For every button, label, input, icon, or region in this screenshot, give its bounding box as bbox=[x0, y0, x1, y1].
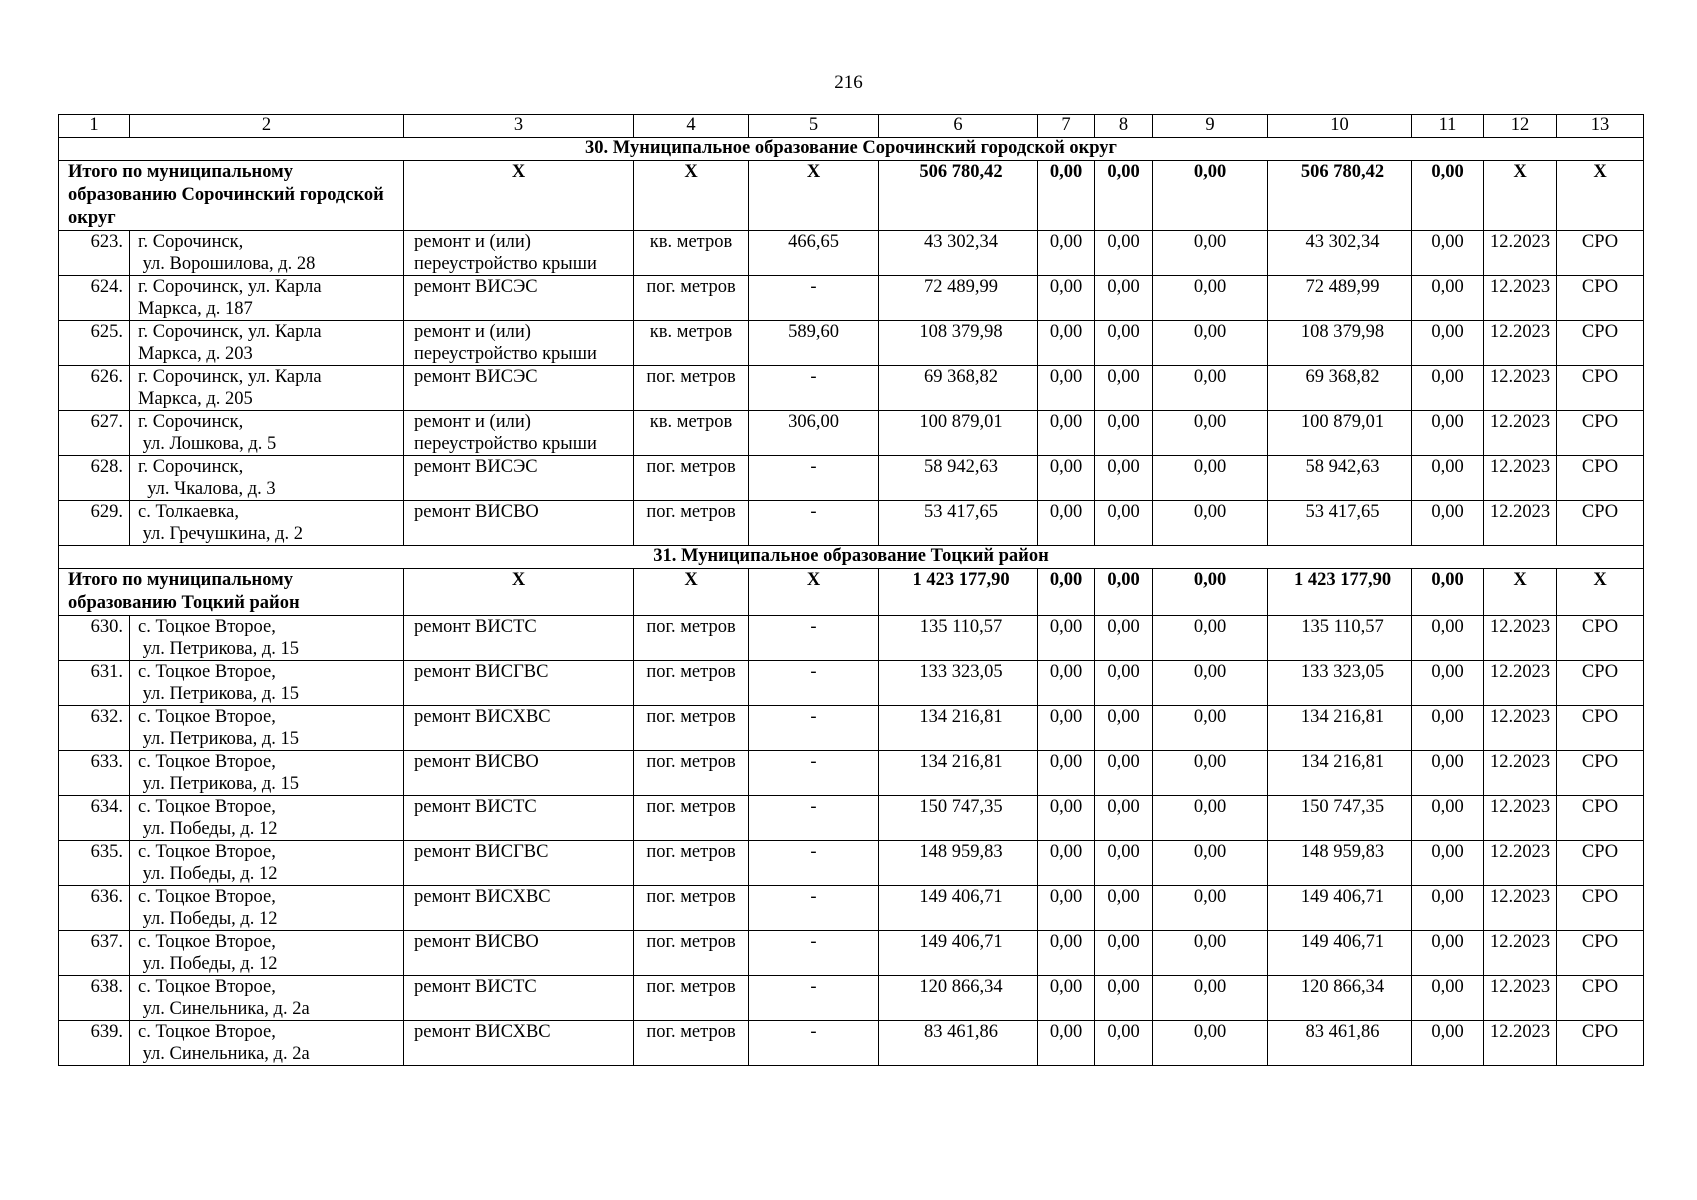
address: г. Сорочинск, ул. Лошкова, д. 5 bbox=[130, 411, 404, 456]
row-number: 635. bbox=[59, 841, 130, 886]
address: с. Тоцкое Второе, ул. Победы, д. 12 bbox=[130, 841, 404, 886]
total-c13: X bbox=[1557, 569, 1644, 616]
unit: кв. метров bbox=[634, 231, 749, 276]
quantity: - bbox=[749, 616, 879, 661]
row-number: 633. bbox=[59, 751, 130, 796]
quantity: 589,60 bbox=[749, 321, 879, 366]
table-row bbox=[59, 411, 1644, 456]
work-type: ремонт ВИСХВС bbox=[404, 706, 634, 751]
col-8-value: 0,00 bbox=[1095, 706, 1153, 751]
col-7-value: 0,00 bbox=[1038, 931, 1095, 976]
column-number-9: 9 bbox=[1153, 115, 1268, 138]
table-row bbox=[59, 1021, 1644, 1066]
quantity: - bbox=[749, 751, 879, 796]
table-row bbox=[59, 321, 1644, 366]
total-c13: X bbox=[1557, 161, 1644, 231]
total-c7: 0,00 bbox=[1038, 569, 1095, 616]
unit: пог. метров bbox=[634, 841, 749, 886]
quantity: - bbox=[749, 1021, 879, 1066]
col-11-value: 0,00 bbox=[1412, 796, 1484, 841]
row-number: 634. bbox=[59, 796, 130, 841]
total-cost: 72 489,99 bbox=[879, 276, 1038, 321]
col-7-value: 0,00 bbox=[1038, 751, 1095, 796]
column-number-11: 11 bbox=[1412, 115, 1484, 138]
col-9-value: 0,00 bbox=[1153, 1021, 1268, 1066]
table-row bbox=[59, 886, 1644, 931]
col-8-value: 0,00 bbox=[1095, 231, 1153, 276]
fund-cost: 134 216,81 bbox=[1268, 751, 1412, 796]
row-number: 627. bbox=[59, 411, 130, 456]
row-number: 638. bbox=[59, 976, 130, 1021]
responsible: СРО bbox=[1557, 616, 1644, 661]
column-number-8: 8 bbox=[1095, 115, 1153, 138]
address: с. Тоцкое Второе, ул. Синельника, д. 2а bbox=[130, 1021, 404, 1066]
column-number-row bbox=[59, 115, 1644, 138]
deadline: 12.2023 bbox=[1484, 1021, 1557, 1066]
address: с. Толкаевка, ул. Гречушкина, д. 2 bbox=[130, 501, 404, 546]
total-c6: 506 780,42 bbox=[879, 161, 1038, 231]
work-type: ремонт ВИСТС bbox=[404, 616, 634, 661]
section-title: 30. Муниципальное образование Сорочинский городской округ bbox=[59, 138, 1644, 161]
deadline: 12.2023 bbox=[1484, 886, 1557, 931]
col-9-value: 0,00 bbox=[1153, 501, 1268, 546]
col-7-value: 0,00 bbox=[1038, 231, 1095, 276]
responsible: СРО bbox=[1557, 1021, 1644, 1066]
responsible: СРО bbox=[1557, 931, 1644, 976]
total-c12: X bbox=[1484, 569, 1557, 616]
col-11-value: 0,00 bbox=[1412, 366, 1484, 411]
row-number: 626. bbox=[59, 366, 130, 411]
total-cost: 43 302,34 bbox=[879, 231, 1038, 276]
quantity: - bbox=[749, 706, 879, 751]
col-8-value: 0,00 bbox=[1095, 841, 1153, 886]
address: г. Сорочинск, ул. Чкалова, д. 3 bbox=[130, 456, 404, 501]
col-9-value: 0,00 bbox=[1153, 706, 1268, 751]
responsible: СРО bbox=[1557, 321, 1644, 366]
total-cost: 100 879,01 bbox=[879, 411, 1038, 456]
responsible: СРО bbox=[1557, 411, 1644, 456]
total-label: Итого по муниципальному образованию Тоцкий район bbox=[59, 569, 404, 616]
address: г. Сорочинск, ул. Карла Маркса, д. 205 bbox=[130, 366, 404, 411]
col-11-value: 0,00 bbox=[1412, 456, 1484, 501]
table-row bbox=[59, 706, 1644, 751]
col-8-value: 0,00 bbox=[1095, 796, 1153, 841]
total-c9: 0,00 bbox=[1153, 569, 1268, 616]
fund-cost: 69 368,82 bbox=[1268, 366, 1412, 411]
col-11-value: 0,00 bbox=[1412, 616, 1484, 661]
unit: пог. метров bbox=[634, 796, 749, 841]
section-total-row bbox=[59, 161, 1644, 231]
deadline: 12.2023 bbox=[1484, 796, 1557, 841]
total-cost: 134 216,81 bbox=[879, 706, 1038, 751]
col-8-value: 0,00 bbox=[1095, 366, 1153, 411]
address: г. Сорочинск, ул. Карла Маркса, д. 187 bbox=[130, 276, 404, 321]
col-11-value: 0,00 bbox=[1412, 1021, 1484, 1066]
col-11-value: 0,00 bbox=[1412, 976, 1484, 1021]
responsible: СРО bbox=[1557, 976, 1644, 1021]
quantity: - bbox=[749, 366, 879, 411]
table-row bbox=[59, 841, 1644, 886]
table-row bbox=[59, 366, 1644, 411]
col-8-value: 0,00 bbox=[1095, 456, 1153, 501]
col-8-value: 0,00 bbox=[1095, 976, 1153, 1021]
quantity: 306,00 bbox=[749, 411, 879, 456]
col-7-value: 0,00 bbox=[1038, 886, 1095, 931]
table-row bbox=[59, 231, 1644, 276]
responsible: СРО bbox=[1557, 456, 1644, 501]
quantity: - bbox=[749, 501, 879, 546]
col-8-value: 0,00 bbox=[1095, 751, 1153, 796]
address: с. Тоцкое Второе, ул. Победы, д. 12 bbox=[130, 931, 404, 976]
col-8-value: 0,00 bbox=[1095, 321, 1153, 366]
work-type: ремонт ВИСЭС bbox=[404, 456, 634, 501]
work-type: ремонт ВИСЭС bbox=[404, 366, 634, 411]
responsible: СРО bbox=[1557, 231, 1644, 276]
col-11-value: 0,00 bbox=[1412, 501, 1484, 546]
page-number: 216 bbox=[834, 72, 863, 93]
quantity: 466,65 bbox=[749, 231, 879, 276]
col-9-value: 0,00 bbox=[1153, 751, 1268, 796]
col-11-value: 0,00 bbox=[1412, 931, 1484, 976]
unit: пог. метров bbox=[634, 931, 749, 976]
col-7-value: 0,00 bbox=[1038, 1021, 1095, 1066]
total-c10: 1 423 177,90 bbox=[1268, 569, 1412, 616]
fund-cost: 53 417,65 bbox=[1268, 501, 1412, 546]
work-type: ремонт ВИСВО bbox=[404, 501, 634, 546]
row-number: 636. bbox=[59, 886, 130, 931]
total-c8: 0,00 bbox=[1095, 569, 1153, 616]
deadline: 12.2023 bbox=[1484, 706, 1557, 751]
total-c10: 506 780,42 bbox=[1268, 161, 1412, 231]
total-c7: 0,00 bbox=[1038, 161, 1095, 231]
col-7-value: 0,00 bbox=[1038, 501, 1095, 546]
responsible: СРО bbox=[1557, 501, 1644, 546]
total-c11: 0,00 bbox=[1412, 161, 1484, 231]
deadline: 12.2023 bbox=[1484, 841, 1557, 886]
work-type: ремонт ВИСТС bbox=[404, 796, 634, 841]
column-number-10: 10 bbox=[1268, 115, 1412, 138]
deadline: 12.2023 bbox=[1484, 661, 1557, 706]
table-row bbox=[59, 976, 1644, 1021]
work-type: ремонт и (или) переустройство крыши bbox=[404, 411, 634, 456]
column-number-4: 4 bbox=[634, 115, 749, 138]
column-number-5: 5 bbox=[749, 115, 879, 138]
row-number: 624. bbox=[59, 276, 130, 321]
row-number: 623. bbox=[59, 231, 130, 276]
total-cost: 150 747,35 bbox=[879, 796, 1038, 841]
col-7-value: 0,00 bbox=[1038, 321, 1095, 366]
work-type: ремонт ВИСВО bbox=[404, 931, 634, 976]
col-7-value: 0,00 bbox=[1038, 456, 1095, 501]
deadline: 12.2023 bbox=[1484, 276, 1557, 321]
responsible: СРО bbox=[1557, 751, 1644, 796]
row-number: 628. bbox=[59, 456, 130, 501]
total-cost: 149 406,71 bbox=[879, 931, 1038, 976]
total-cost: 135 110,57 bbox=[879, 616, 1038, 661]
quantity: - bbox=[749, 456, 879, 501]
responsible: СРО bbox=[1557, 706, 1644, 751]
col-9-value: 0,00 bbox=[1153, 456, 1268, 501]
address: с. Тоцкое Второе, ул. Петрикова, д. 15 bbox=[130, 661, 404, 706]
total-cost: 134 216,81 bbox=[879, 751, 1038, 796]
total-cost: 149 406,71 bbox=[879, 886, 1038, 931]
total-cost: 120 866,34 bbox=[879, 976, 1038, 1021]
fund-cost: 149 406,71 bbox=[1268, 886, 1412, 931]
col-8-value: 0,00 bbox=[1095, 931, 1153, 976]
unit: пог. метров bbox=[634, 501, 749, 546]
total-c8: 0,00 bbox=[1095, 161, 1153, 231]
unit: пог. метров bbox=[634, 366, 749, 411]
deadline: 12.2023 bbox=[1484, 976, 1557, 1021]
total-c5: X bbox=[749, 569, 879, 616]
unit: пог. метров bbox=[634, 456, 749, 501]
quantity: - bbox=[749, 886, 879, 931]
col-11-value: 0,00 bbox=[1412, 321, 1484, 366]
address: с. Тоцкое Второе, ул. Петрикова, д. 15 bbox=[130, 751, 404, 796]
fund-cost: 100 879,01 bbox=[1268, 411, 1412, 456]
responsible: СРО bbox=[1557, 886, 1644, 931]
total-c11: 0,00 bbox=[1412, 569, 1484, 616]
fund-cost: 43 302,34 bbox=[1268, 231, 1412, 276]
col-11-value: 0,00 bbox=[1412, 231, 1484, 276]
repair-schedule-table bbox=[58, 114, 1644, 1066]
total-c12: X bbox=[1484, 161, 1557, 231]
col-11-value: 0,00 bbox=[1412, 841, 1484, 886]
table-row bbox=[59, 796, 1644, 841]
section-title: 31. Муниципальное образование Тоцкий район bbox=[59, 546, 1644, 569]
work-type: ремонт и (или) переустройство крыши bbox=[404, 231, 634, 276]
unit: пог. метров bbox=[634, 976, 749, 1021]
row-number: 639. bbox=[59, 1021, 130, 1066]
column-number-12: 12 bbox=[1484, 115, 1557, 138]
fund-cost: 135 110,57 bbox=[1268, 616, 1412, 661]
total-cost: 133 323,05 bbox=[879, 661, 1038, 706]
col-7-value: 0,00 bbox=[1038, 276, 1095, 321]
address: г. Сорочинск, ул. Ворошилова, д. 28 bbox=[130, 231, 404, 276]
work-type: ремонт ВИСТС bbox=[404, 976, 634, 1021]
col-9-value: 0,00 bbox=[1153, 886, 1268, 931]
row-number: 625. bbox=[59, 321, 130, 366]
col-11-value: 0,00 bbox=[1412, 886, 1484, 931]
unit: пог. метров bbox=[634, 706, 749, 751]
quantity: - bbox=[749, 976, 879, 1021]
deadline: 12.2023 bbox=[1484, 616, 1557, 661]
work-type: ремонт ВИСГВС bbox=[404, 841, 634, 886]
total-cost: 53 417,65 bbox=[879, 501, 1038, 546]
col-8-value: 0,00 bbox=[1095, 1021, 1153, 1066]
unit: кв. метров bbox=[634, 321, 749, 366]
work-type: ремонт ВИСХВС bbox=[404, 1021, 634, 1066]
row-number: 629. bbox=[59, 501, 130, 546]
fund-cost: 58 942,63 bbox=[1268, 456, 1412, 501]
deadline: 12.2023 bbox=[1484, 751, 1557, 796]
col-8-value: 0,00 bbox=[1095, 501, 1153, 546]
total-c4: X bbox=[634, 161, 749, 231]
deadline: 12.2023 bbox=[1484, 931, 1557, 976]
unit: пог. метров bbox=[634, 661, 749, 706]
row-number: 632. bbox=[59, 706, 130, 751]
col-8-value: 0,00 bbox=[1095, 276, 1153, 321]
quantity: - bbox=[749, 931, 879, 976]
total-c5: X bbox=[749, 161, 879, 231]
fund-cost: 150 747,35 bbox=[1268, 796, 1412, 841]
deadline: 12.2023 bbox=[1484, 366, 1557, 411]
quantity: - bbox=[749, 841, 879, 886]
col-7-value: 0,00 bbox=[1038, 661, 1095, 706]
total-cost: 108 379,98 bbox=[879, 321, 1038, 366]
work-type: ремонт ВИСВО bbox=[404, 751, 634, 796]
work-type: ремонт ВИСХВС bbox=[404, 886, 634, 931]
col-9-value: 0,00 bbox=[1153, 931, 1268, 976]
col-11-value: 0,00 bbox=[1412, 751, 1484, 796]
address: с. Тоцкое Второе, ул. Победы, д. 12 bbox=[130, 796, 404, 841]
total-c6: 1 423 177,90 bbox=[879, 569, 1038, 616]
col-7-value: 0,00 bbox=[1038, 706, 1095, 751]
responsible: СРО bbox=[1557, 661, 1644, 706]
fund-cost: 72 489,99 bbox=[1268, 276, 1412, 321]
col-9-value: 0,00 bbox=[1153, 321, 1268, 366]
column-number-1: 1 bbox=[59, 115, 130, 138]
unit: кв. метров bbox=[634, 411, 749, 456]
fund-cost: 149 406,71 bbox=[1268, 931, 1412, 976]
row-number: 637. bbox=[59, 931, 130, 976]
unit: пог. метров bbox=[634, 276, 749, 321]
column-number-3: 3 bbox=[404, 115, 634, 138]
total-c9: 0,00 bbox=[1153, 161, 1268, 231]
total-cost: 148 959,83 bbox=[879, 841, 1038, 886]
address: с. Тоцкое Второе, ул. Петрикова, д. 15 bbox=[130, 706, 404, 751]
col-8-value: 0,00 bbox=[1095, 661, 1153, 706]
column-number-6: 6 bbox=[879, 115, 1038, 138]
col-9-value: 0,00 bbox=[1153, 661, 1268, 706]
fund-cost: 134 216,81 bbox=[1268, 706, 1412, 751]
col-9-value: 0,00 bbox=[1153, 366, 1268, 411]
table-row bbox=[59, 661, 1644, 706]
quantity: - bbox=[749, 276, 879, 321]
column-number-7: 7 bbox=[1038, 115, 1095, 138]
total-cost: 58 942,63 bbox=[879, 456, 1038, 501]
section-total-row bbox=[59, 569, 1644, 616]
responsible: СРО bbox=[1557, 276, 1644, 321]
col-9-value: 0,00 bbox=[1153, 841, 1268, 886]
col-8-value: 0,00 bbox=[1095, 886, 1153, 931]
col-11-value: 0,00 bbox=[1412, 661, 1484, 706]
col-7-value: 0,00 bbox=[1038, 616, 1095, 661]
responsible: СРО bbox=[1557, 841, 1644, 886]
fund-cost: 83 461,86 bbox=[1268, 1021, 1412, 1066]
deadline: 12.2023 bbox=[1484, 456, 1557, 501]
total-c3: X bbox=[404, 161, 634, 231]
work-type: ремонт ВИСГВС bbox=[404, 661, 634, 706]
total-label: Итого по муниципальному образованию Сорочинский городской округ bbox=[59, 161, 404, 231]
total-cost: 83 461,86 bbox=[879, 1021, 1038, 1066]
fund-cost: 133 323,05 bbox=[1268, 661, 1412, 706]
col-9-value: 0,00 bbox=[1153, 276, 1268, 321]
col-11-value: 0,00 bbox=[1412, 411, 1484, 456]
deadline: 12.2023 bbox=[1484, 321, 1557, 366]
col-9-value: 0,00 bbox=[1153, 796, 1268, 841]
col-7-value: 0,00 bbox=[1038, 411, 1095, 456]
work-type: ремонт и (или) переустройство крыши bbox=[404, 321, 634, 366]
unit: пог. метров bbox=[634, 1021, 749, 1066]
table-row bbox=[59, 276, 1644, 321]
quantity: - bbox=[749, 796, 879, 841]
table-row bbox=[59, 501, 1644, 546]
row-number: 631. bbox=[59, 661, 130, 706]
table-row bbox=[59, 456, 1644, 501]
col-7-value: 0,00 bbox=[1038, 841, 1095, 886]
section-heading-row bbox=[59, 546, 1644, 569]
col-8-value: 0,00 bbox=[1095, 411, 1153, 456]
col-7-value: 0,00 bbox=[1038, 976, 1095, 1021]
col-7-value: 0,00 bbox=[1038, 796, 1095, 841]
address: с. Тоцкое Второе, ул. Синельника, д. 2а bbox=[130, 976, 404, 1021]
fund-cost: 148 959,83 bbox=[1268, 841, 1412, 886]
quantity: - bbox=[749, 661, 879, 706]
col-11-value: 0,00 bbox=[1412, 276, 1484, 321]
col-8-value: 0,00 bbox=[1095, 616, 1153, 661]
col-9-value: 0,00 bbox=[1153, 976, 1268, 1021]
col-9-value: 0,00 bbox=[1153, 411, 1268, 456]
column-number-2: 2 bbox=[130, 115, 404, 138]
deadline: 12.2023 bbox=[1484, 501, 1557, 546]
table-row bbox=[59, 751, 1644, 796]
deadline: 12.2023 bbox=[1484, 231, 1557, 276]
responsible: СРО bbox=[1557, 366, 1644, 411]
address: с. Тоцкое Второе, ул. Петрикова, д. 15 bbox=[130, 616, 404, 661]
fund-cost: 120 866,34 bbox=[1268, 976, 1412, 1021]
work-type: ремонт ВИСЭС bbox=[404, 276, 634, 321]
col-11-value: 0,00 bbox=[1412, 706, 1484, 751]
section-heading-row bbox=[59, 138, 1644, 161]
total-c3: X bbox=[404, 569, 634, 616]
col-9-value: 0,00 bbox=[1153, 231, 1268, 276]
total-c4: X bbox=[634, 569, 749, 616]
table-row bbox=[59, 616, 1644, 661]
fund-cost: 108 379,98 bbox=[1268, 321, 1412, 366]
total-cost: 69 368,82 bbox=[879, 366, 1038, 411]
responsible: СРО bbox=[1557, 796, 1644, 841]
address: г. Сорочинск, ул. Карла Маркса, д. 203 bbox=[130, 321, 404, 366]
col-7-value: 0,00 bbox=[1038, 366, 1095, 411]
table-row bbox=[59, 931, 1644, 976]
column-number-13: 13 bbox=[1557, 115, 1644, 138]
deadline: 12.2023 bbox=[1484, 411, 1557, 456]
row-number: 630. bbox=[59, 616, 130, 661]
unit: пог. метров bbox=[634, 616, 749, 661]
unit: пог. метров bbox=[634, 886, 749, 931]
address: с. Тоцкое Второе, ул. Победы, д. 12 bbox=[130, 886, 404, 931]
unit: пог. метров bbox=[634, 751, 749, 796]
col-9-value: 0,00 bbox=[1153, 616, 1268, 661]
